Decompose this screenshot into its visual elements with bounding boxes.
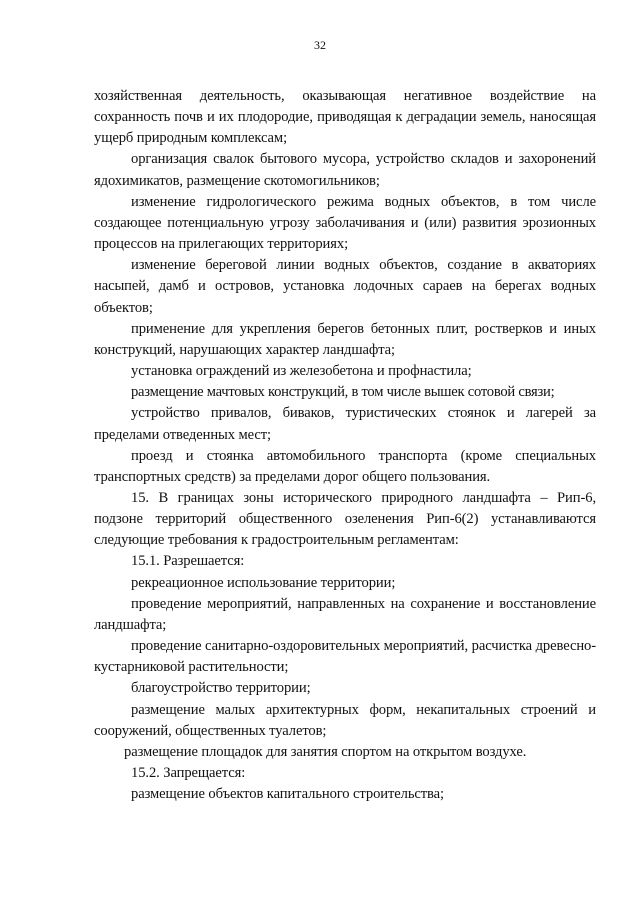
paragraph: изменение береговой линии водных объектов, создание в акваториях насыпей, дамб и островов, установка лодочных сараев на берегах водных объектов; bbox=[94, 257, 596, 316]
paragraph: размещение площадок для занятия спортом на открытом воздухе. bbox=[124, 743, 527, 760]
paragraph: размещение мачтовых конструкций, в том числе вышек сотовой связи; bbox=[131, 384, 555, 401]
paragraph: проведение мероприятий, направленных на сохранение и восстановление ландшафта; bbox=[94, 595, 596, 633]
paragraph: применение для укрепления берегов бетонных плит, ростверков и иных конструкций, нарушающих характер ландшафта; bbox=[94, 320, 596, 358]
paragraph: организация свалок бытового мусора, устройство складов и захоронений ядохимикатов, размещение скотомогильников; bbox=[94, 151, 596, 189]
section-heading: 15.2. Запрещается: bbox=[131, 765, 246, 781]
paragraph: проезд и стоянка автомобильного транспорта (кроме специальных транспортных средств) за пределами дорог общего пользования. bbox=[94, 447, 596, 485]
paragraph: установка ограждений из железобетона и профнастила; bbox=[131, 363, 472, 380]
paragraph: рекреационное использование территории; bbox=[131, 574, 396, 591]
paragraph: проведение санитарно-оздоровительных мероприятий, расчистка древесно-кустарниковой растительности; bbox=[94, 638, 596, 676]
document-body bbox=[94, 86, 596, 805]
section-heading: 15.1. Разрешается: bbox=[131, 553, 245, 570]
paragraph: хозяйственная деятельность, оказывающая негативное воздействие на сохранность почв и их плодородие, приводящая к деградации земель, наносящая ущерб природным комплексам; bbox=[94, 88, 596, 147]
paragraph: устройство привалов, биваков, туристических стоянок и лагерей за пределами отведенных мест; bbox=[94, 405, 596, 443]
paragraph: размещение малых архитектурных форм, некапитальных строений и сооружений, общественных туалетов; bbox=[94, 701, 596, 739]
paragraph: размещение объектов капитального строительства; bbox=[131, 786, 444, 803]
paragraph: изменение гидрологического режима водных объектов, в том числе создающее потенциальную угрозу заболачивания и (или) развития эрозионных процессов на прилегающих территориях; bbox=[94, 193, 596, 253]
paragraph: благоустройство территории; bbox=[131, 680, 311, 697]
paragraph: 15. В границах зоны исторического природного ландшафта – Рип-6, подзоне территорий общественного озеленения Рип-6(2) устанавливаются следующие требования к градостроительным регламентам: bbox=[94, 489, 596, 549]
page-number: 32 bbox=[314, 38, 326, 52]
